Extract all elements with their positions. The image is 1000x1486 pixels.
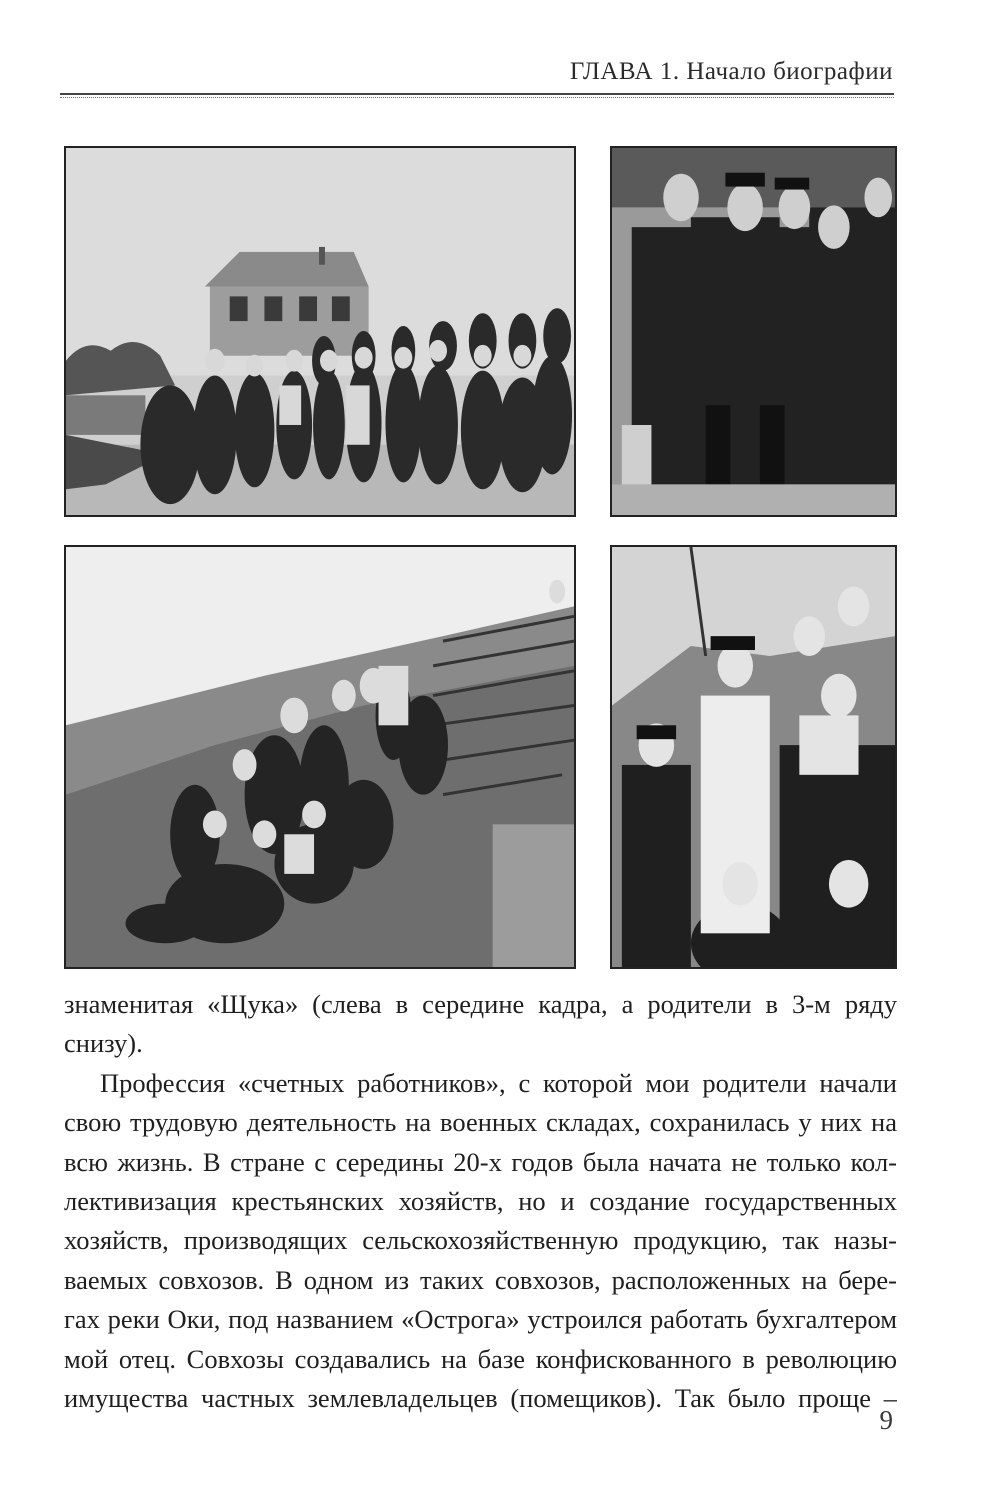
photo-group-closeup [610, 146, 897, 517]
page-number: 9 [879, 1405, 893, 1435]
text-line: лективизация крестьянских хозяйств, но и создание государственных [64, 1185, 897, 1216]
running-head: ГЛАВА 1. Начало биографии [569, 58, 893, 85]
text-line: ваемых совхозов. В одном из таких совхозов, расположенных на бере- [64, 1264, 897, 1295]
paragraph-first-line: Профессия «счетных работников», с которой мои родители начали [100, 1067, 897, 1098]
text-line: знаменитая «Щука» (слева в середине кадра, а родители в 3-м ряду [64, 989, 897, 1019]
text-line: хозяйств, производящих сельскохозяйственную продукцию, так назы- [64, 1225, 897, 1256]
text-line: гах реки Оки, под названием «Острога» устроился работать бухгалтером [64, 1304, 897, 1335]
photo-group-hillside [64, 545, 576, 969]
text-line: всю жизнь. В стране с середины 20-х годов была начата не только кол- [64, 1146, 897, 1177]
text-line: снизу). [64, 1028, 143, 1059]
text-line: имущества частных землевладельцев (помещиков). Так было проще – [64, 1382, 897, 1413]
header-rule-dotted [60, 97, 894, 98]
body-text [64, 985, 897, 1418]
text-line: мой отец. Совхозы создавались на базе конфискованного в революцию [64, 1343, 897, 1374]
text-line: свою трудовую деятельность на военных складах, сохранилась у них на [64, 1107, 897, 1138]
header-rule [60, 93, 894, 95]
photo-group-house [64, 146, 576, 517]
photo-group-portrait [610, 545, 897, 969]
